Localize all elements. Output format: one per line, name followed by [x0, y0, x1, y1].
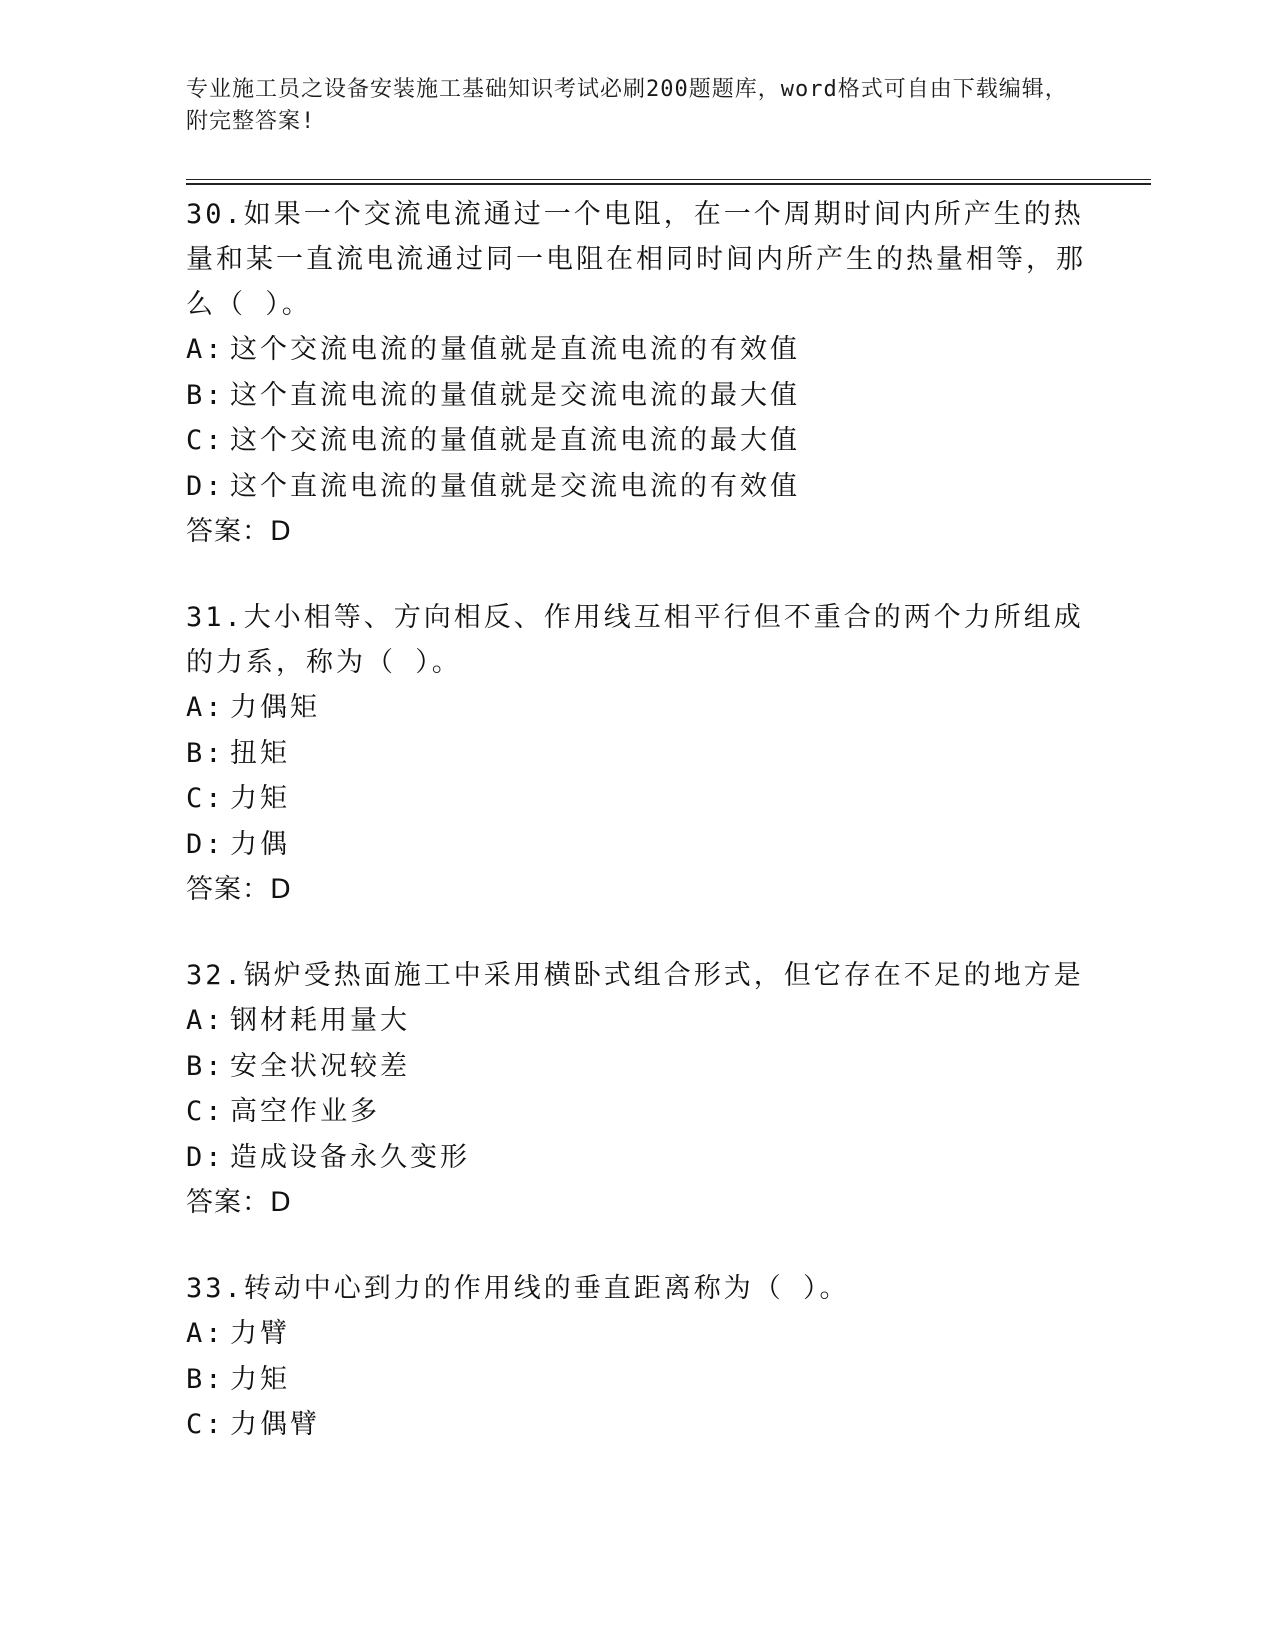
option-text: 造成设备永久变形	[230, 1141, 470, 1173]
option-letter: D:	[186, 1141, 225, 1173]
option-text: 这个直流电流的量值就是交流电流的最大值	[230, 379, 800, 411]
answer-line: 答案：D	[186, 516, 292, 547]
option-a	[186, 998, 1086, 1044]
question-30	[186, 192, 1086, 555]
answer-line: 答案：D	[186, 874, 292, 905]
option-d	[186, 464, 1086, 510]
option-letter: C:	[186, 783, 225, 814]
document-title: 专业施工员之设备安装施工基础知识考试必刷200题题库，word格式可自由下载编辑，附完整答案!	[186, 77, 1068, 134]
option-c	[186, 1089, 1086, 1135]
question-stem: 30.如果一个交流电流通过一个电阻，在一个周期时间内所产生的热量和某一直流电流通过同一电阻在相同时间内所产生的热量相等，那么（ ）。	[186, 199, 1086, 320]
option-b	[186, 731, 1086, 777]
question-stem: 32.锅炉受热面施工中采用横卧式组合形式，但它存在不足的地方是	[186, 960, 1084, 991]
option-c	[186, 1402, 1086, 1448]
option-text: 这个交流电流的量值就是直流电流的有效值	[230, 334, 800, 365]
answer-line: 答案：D	[186, 1187, 292, 1218]
option-letter: B:	[186, 1050, 225, 1082]
option-b	[186, 1044, 1086, 1090]
option-d	[186, 822, 1086, 868]
option-b	[186, 1357, 1086, 1403]
option-letter: D:	[186, 470, 225, 502]
option-a	[186, 1311, 1086, 1357]
option-text: 高空作业多	[230, 1096, 380, 1127]
option-text: 这个直流电流的量值就是交流电流的有效值	[230, 470, 800, 502]
option-letter: C:	[186, 1096, 225, 1127]
option-text: 这个交流电流的量值就是直流电流的最大值	[230, 425, 800, 456]
question-31	[186, 595, 1086, 913]
option-letter: A:	[186, 1005, 225, 1036]
option-letter: B:	[186, 737, 225, 769]
option-letter: C:	[186, 1409, 225, 1440]
option-text: 力偶臂	[230, 1409, 320, 1440]
question-stem: 33.转动中心到力的作用线的垂直距离称为（ ）。	[186, 1273, 850, 1304]
option-letter: A:	[186, 334, 225, 365]
option-text: 扭矩	[230, 737, 290, 769]
option-letter: A:	[186, 1318, 225, 1349]
question-33	[186, 1266, 1086, 1448]
option-letter: A:	[186, 692, 225, 723]
option-d	[186, 1135, 1086, 1181]
option-letter: D:	[186, 828, 225, 860]
option-letter: C:	[186, 425, 225, 456]
question-32	[186, 953, 1086, 1226]
question-stem: 31.大小相等、方向相反、作用线互相平行但不重合的两个力所组成的力系，称为（ ）。	[186, 602, 1084, 678]
option-text: 力臂	[230, 1318, 290, 1349]
question-list	[186, 192, 1086, 1488]
option-a	[186, 327, 1086, 373]
option-a	[186, 685, 1086, 731]
option-text: 钢材耗用量大	[230, 1005, 410, 1036]
option-text: 力矩	[230, 783, 290, 814]
option-b	[186, 373, 1086, 419]
option-c	[186, 776, 1086, 822]
option-letter: B:	[186, 379, 225, 411]
option-text: 力矩	[230, 1363, 290, 1395]
option-text: 安全状况较差	[230, 1050, 410, 1082]
option-text: 力偶矩	[230, 692, 320, 723]
option-letter: B:	[186, 1363, 225, 1395]
option-c	[186, 418, 1086, 464]
header-divider-thin	[186, 179, 1151, 180]
header-divider-thick	[186, 183, 1151, 185]
option-text: 力偶	[230, 828, 290, 860]
